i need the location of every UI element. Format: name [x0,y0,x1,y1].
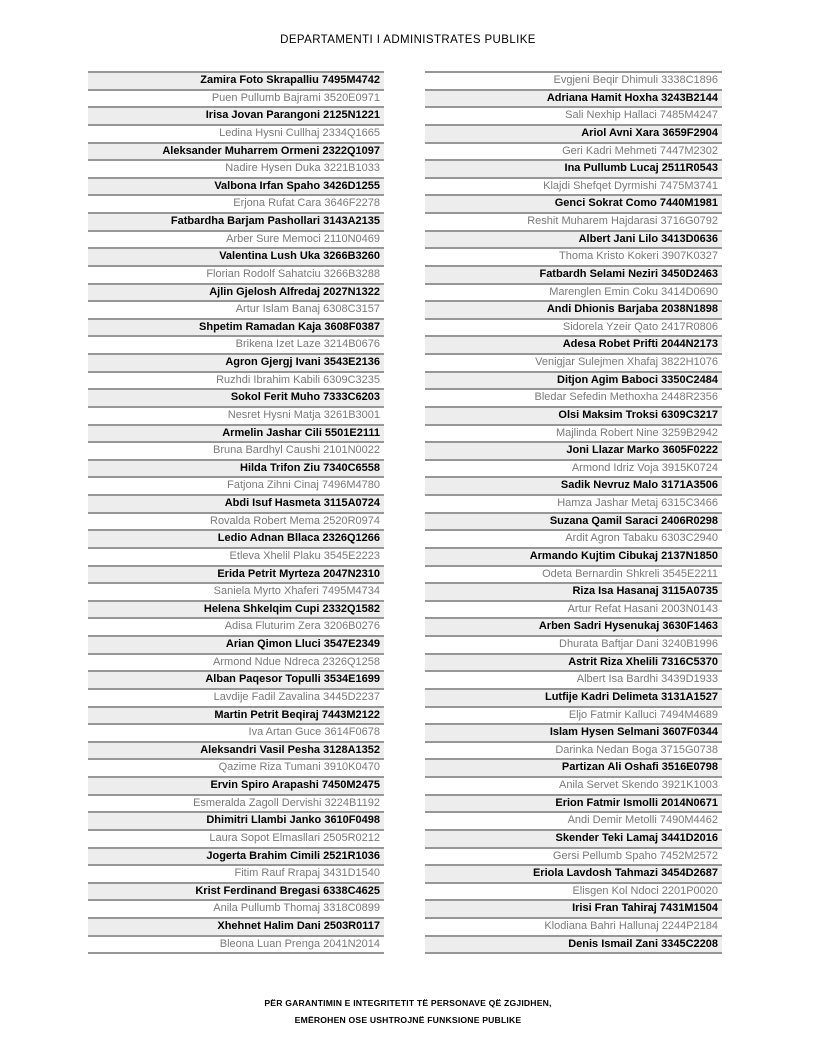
person-row: Sadik Nevruz Malo 3171A3506 [425,476,722,494]
person-row: Ledio Adnan Bllaca 2326Q1266 [88,529,384,547]
person-row: Laura Sopot Elmasllari 2505R0212 [88,829,384,847]
person-row: Sidorela Yzeir Qato 2417R0806 [425,318,722,336]
person-row: Erion Fatmir Ismolli 2014N0671 [425,794,722,812]
person-row: Bruna Bardhyl Caushi 2101N0022 [88,441,384,459]
person-row: Aleksandri Vasil Pesha 3128A1352 [88,741,384,759]
person-row: Hamza Jashar Metaj 6315C3466 [425,494,722,512]
person-row: Denis Ismail Zani 3345C2208 [425,935,722,953]
person-row: Abdi Isuf Hasmeta 3115A0724 [88,494,384,512]
person-row: Fatbardha Barjam Pashollari 3143A2135 [88,212,384,230]
person-row: Armando Kujtim Cibukaj 2137N1850 [425,547,722,565]
page-title: DEPARTAMENTI I ADMINISTRATES PUBLIKE [280,34,536,46]
person-row: Reshit Muharem Hajdarasi 3716G0792 [425,212,722,230]
person-row: Evgjeni Beqir Dhimuli 3338C1896 [425,71,722,89]
person-row: Partizan Ali Oshafi 3516E0798 [425,758,722,776]
person-row: Florian Rodolf Sahatciu 3266B3288 [88,265,384,283]
person-row: Anila Pullumb Thomaj 3318C0899 [88,899,384,917]
person-row: Adriana Hamit Hoxha 3243B2144 [425,89,722,107]
person-row: Erjona Rufat Cara 3646F2278 [88,194,384,212]
person-row: Ariol Avni Xara 3659F2904 [425,124,722,142]
person-row: Fatjona Zihni Cinaj 7496M4780 [88,476,384,494]
person-row: Arber Sure Memoci 2110N0469 [88,230,384,248]
person-row: Nadire Hysen Duka 3221B1033 [88,159,384,177]
person-row: Aleksander Muharrem Ormeni 2322Q1097 [88,142,384,160]
person-row: Qazime Riza Tumani 3910K0470 [88,758,384,776]
person-row: Ervin Spiro Arapashi 7450M2475 [88,776,384,794]
person-row: Ina Pullumb Lucaj 2511R0543 [425,159,722,177]
person-row: Albert Isa Bardhi 3439D1933 [425,670,722,688]
person-row: Armelin Jashar Cili 5501E2111 [88,424,384,442]
person-row: Geri Kadri Mehmeti 7447M2302 [425,142,722,160]
person-row: Helena Shkelqim Cupi 2332Q1582 [88,600,384,618]
person-row: Puen Pullumb Bajrami 3520E0971 [88,89,384,107]
person-row: Krist Ferdinand Bregasi 6338C4625 [88,882,384,900]
person-row: Arben Sadri Hysenukaj 3630F1463 [425,617,722,635]
person-row: Olsi Maksim Troksi 6309C3217 [425,406,722,424]
person-row: Fatbardh Selami Neziri 3450D2463 [425,265,722,283]
person-row: Elisgen Kol Ndoci 2201P0020 [425,882,722,900]
person-row: Artur Refat Hasani 2003N0143 [425,600,722,618]
person-row: Darinka Nedan Boga 3715G0738 [425,741,722,759]
person-row: Ruzhdi Ibrahim Kabili 6309C3235 [88,371,384,389]
person-row: Gersi Pellumb Spaho 7452M2572 [425,847,722,865]
person-row: Eriola Lavdosh Tahmazi 3454D2687 [425,864,722,882]
person-row: Agron Gjergj Ivani 3543E2136 [88,353,384,371]
person-row: Nesret Hysni Matja 3261B3001 [88,406,384,424]
person-row: Adesa Robet Prifti 2044N2173 [425,335,722,353]
person-row: Etleva Xhelil Plaku 3545E2223 [88,547,384,565]
person-row: Iva Artan Guce 3614F0678 [88,723,384,741]
names-table-left [88,71,384,954]
person-row: Armond Idriz Voja 3915K0724 [425,459,722,477]
person-row: Lutfije Kadri Delimeta 3131A1527 [425,688,722,706]
person-row: Irisi Fran Tahiraj 7431M1504 [425,899,722,917]
person-row: Ardit Agron Tabaku 6303C2940 [425,529,722,547]
person-row: Rovalda Robert Mema 2520R0974 [88,512,384,530]
person-row: Eljo Fatmir Kalluci 7494M4689 [425,706,722,724]
person-row: Saniela Myrto Xhaferi 7495M4734 [88,582,384,600]
person-row: Skender Teki Lamaj 3441D2016 [425,829,722,847]
person-row: Venigjar Sulejmen Xhafaj 3822H1076 [425,353,722,371]
person-row: Xhehnet Halim Dani 2503R0117 [88,917,384,935]
person-row: Alban Paqesor Topulli 3534E1699 [88,670,384,688]
page-footer [0,995,816,1029]
person-row: Brikena Izet Laze 3214B0676 [88,335,384,353]
person-row: Andi Demir Metolli 7490M4462 [425,811,722,829]
person-row: Bledar Sefedin Methoxha 2448R2356 [425,388,722,406]
person-row: Fitim Rauf Rrapaj 3431D1540 [88,864,384,882]
footer-line-2: EMËROHEN OSE USHTROJNË FUNKSIONE PUBLIKE [294,1015,522,1025]
person-row: Islam Hysen Selmani 3607F0344 [425,723,722,741]
person-row: Arian Qimon Lluci 3547E2349 [88,635,384,653]
person-row: Erida Petrit Myrteza 2047N2310 [88,565,384,583]
person-row: Valbona Irfan Spaho 3426D1255 [88,177,384,195]
person-row: Genci Sokrat Como 7440M1981 [425,194,722,212]
person-row: Odeta Bernardin Shkreli 3545E2211 [425,565,722,583]
person-row: Joni Llazar Marko 3605F0222 [425,441,722,459]
person-row: Bleona Luan Prenga 2041N2014 [88,935,384,953]
person-row: Marenglen Emin Coku 3414D0690 [425,283,722,301]
footer-line-1: PËR GARANTIMIN E INTEGRITETIT TË PERSONAVE QË ZGJIDHEN, [264,998,552,1008]
person-row: Jogerta Brahim Cimili 2521R1036 [88,847,384,865]
person-row: Ajlin Gjelosh Alfredaj 2027N1322 [88,283,384,301]
person-row: Irisa Jovan Parangoni 2125N1221 [88,106,384,124]
person-row: Armond Ndue Ndreca 2326Q1258 [88,653,384,671]
person-row: Hilda Trifon Ziu 7340C6558 [88,459,384,477]
person-row: Valentina Lush Uka 3266B3260 [88,247,384,265]
person-row: Sali Nexhip Hallaci 7485M4247 [425,106,722,124]
person-row: Dhurata Baftjar Dani 3240B1996 [425,635,722,653]
person-row: Klodiana Bahri Hallunaj 2244P2184 [425,917,722,935]
person-row: Albert Jani Lilo 3413D0636 [425,230,722,248]
person-row: Shpetim Ramadan Kaja 3608F0387 [88,318,384,336]
person-row: Andi Dhionis Barjaba 2038N1898 [425,300,722,318]
person-row: Lavdije Fadil Zavalina 3445D2237 [88,688,384,706]
person-row: Esmeralda Zagoll Dervishi 3224B1192 [88,794,384,812]
person-row: Dhimitri Llambi Janko 3610F0498 [88,811,384,829]
person-row: Astrit Riza Xhelili 7316C5370 [425,653,722,671]
person-row: Martin Petrit Beqiraj 7443M2122 [88,706,384,724]
person-row: Anila Servet Skendo 3921K1003 [425,776,722,794]
person-row: Ledina Hysni Cullhaj 2334Q1665 [88,124,384,142]
person-row: Thoma Kristo Kokeri 3907K0327 [425,247,722,265]
person-row: Zamira Foto Skrapalliu 7495M4742 [88,71,384,89]
person-row: Riza Isa Hasanaj 3115A0735 [425,582,722,600]
person-row: Majlinda Robert Nine 3259B2942 [425,424,722,442]
person-row: Suzana Qamil Saraci 2406R0298 [425,512,722,530]
person-row: Adisa Fluturim Zera 3206B0276 [88,617,384,635]
person-row: Ditjon Agim Baboci 3350C2484 [425,371,722,389]
person-row: Klajdi Shefqet Dyrmishi 7475M3741 [425,177,722,195]
person-row: Artur Islam Banaj 6308C3157 [88,300,384,318]
names-table-right [425,71,722,954]
person-row: Sokol Ferit Muho 7333C6203 [88,388,384,406]
